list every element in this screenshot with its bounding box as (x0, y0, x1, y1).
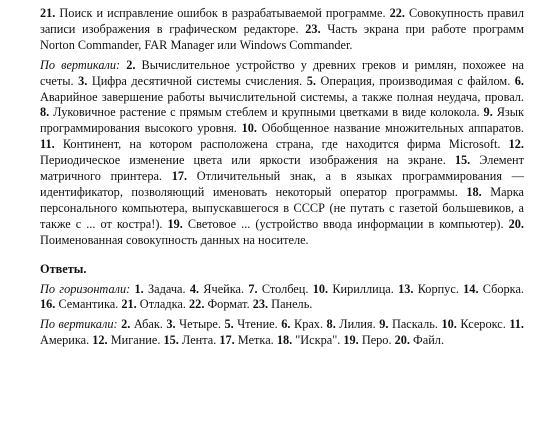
clue-number: 11. (40, 137, 55, 152)
answer-number: 12. (92, 333, 108, 348)
clue-text: Континент, на котором расположена страна, где находится фирма Microsoft. (54, 137, 509, 152)
answer-number: 9. (379, 317, 389, 332)
answer-number: 11. (509, 317, 525, 332)
clues-down-lead: По вертикали: (40, 57, 121, 72)
answer-number: 14. (463, 281, 479, 296)
clue-number: 8. (40, 105, 50, 120)
answer-number: 18. (276, 333, 293, 348)
answer-text: Метка. (234, 333, 277, 348)
answer-number: 16. (40, 297, 56, 312)
answer-text: Четыре. (175, 317, 225, 332)
answer-text: Ячейка. (199, 281, 249, 296)
clue-number: 18. (466, 184, 482, 199)
answer-text: Семантика. (55, 297, 122, 312)
answer-text: Сборка. (478, 281, 525, 296)
clue-number: 3. (78, 73, 88, 88)
answer-number: 23. (252, 297, 269, 312)
answer-text: Чтение. (233, 317, 282, 332)
clue-text: Отличительный знак, а в языках программирования — идентификатор, позволяющий именовать некоторый оператор программы. (40, 169, 524, 199)
clue-text: Вычислительное устройство у древних греков и римлян, похожее на счеты. (40, 57, 524, 88)
answer-text: Задача. (143, 281, 190, 296)
answer-number: 3. (166, 317, 176, 332)
answer-number: 1. (134, 281, 144, 296)
answers-across-lead: По горизонтали: (40, 281, 131, 296)
answer-number: 17. (219, 333, 235, 348)
clue-text: Операция, производимая с файлом. (315, 73, 515, 88)
answer-text: Отладка. (136, 297, 190, 312)
answer-text: Америка. (40, 333, 93, 348)
clue-text: Совокупность правил записи изображения в графическом редакторе. (40, 6, 524, 36)
clue-text: Обобщенное название множительных аппаратов. (256, 121, 524, 136)
answer-number: 21. (121, 297, 137, 312)
clue-text: Световое ... (устройство ввода информации в компьютер). (182, 216, 509, 231)
answer-number: 4. (189, 281, 200, 296)
answers-title: Ответы. (40, 261, 87, 276)
clue-number: 19. (167, 216, 183, 231)
answer-text: Панель. (268, 297, 313, 312)
answers-across (40, 282, 524, 314)
clue-text: Поименованная совокупность данных на носителе. (40, 232, 309, 247)
clue-number: 10. (241, 121, 257, 136)
answer-text: Кириллица. (328, 281, 399, 296)
clue-text: Часть экрана при работе программ Norton Commander, FAR Manager или Windows Commander. (40, 21, 524, 52)
clue-number: 6. (514, 73, 525, 88)
answer-number: 20. (394, 333, 410, 348)
clue-number: 23. (305, 21, 321, 36)
answer-number: 19. (343, 333, 359, 348)
answer-number: 5. (224, 317, 234, 332)
clue-text: Аварийное завершение работы вычислительной системы, а также полная неудача, провал. (40, 89, 524, 104)
answer-number: 10. (312, 281, 329, 296)
clue-number: 15. (454, 153, 471, 168)
answer-text: Лента. (178, 333, 220, 348)
answer-number: 7. (248, 281, 258, 296)
clue-number: 17. (171, 169, 188, 184)
answer-text: "Искра". (292, 333, 344, 348)
answer-number: 8. (326, 317, 336, 332)
answer-text: Крах. (290, 317, 327, 332)
answer-text: Лилия. (335, 317, 380, 332)
answer-text: Файл. (409, 333, 445, 348)
clue-text: Элемент матричного принтера. (40, 153, 524, 184)
answer-text: Ксерокс. (456, 317, 510, 332)
answers-down (40, 317, 524, 349)
clue-text: Луковичное растение с прямым стеблем и крупными цветками в виде колокола. (49, 105, 484, 120)
answer-number: 13. (398, 281, 414, 296)
clues-down (40, 58, 524, 249)
clue-text: Язык программирования высокого уровня. (40, 105, 525, 136)
clue-text: Периодическое изменение цвета или яркости изображения на экране. (40, 153, 455, 168)
answer-text: Перо. (358, 333, 395, 348)
answer-number: 15. (163, 333, 179, 348)
answer-text: Паскаль. (388, 317, 442, 332)
clue-number: 5. (306, 73, 316, 88)
clue-number: 22. (389, 6, 405, 20)
clue-number: 12. (508, 137, 524, 152)
clues-across-tail (40, 6, 524, 54)
clue-number: 9. (483, 105, 493, 120)
answer-text: Столбец. (257, 281, 313, 296)
crossword-page (40, 6, 524, 349)
clue-number: 20. (508, 216, 524, 231)
answer-text: Формат. (204, 297, 253, 312)
answer-text: Корпус. (413, 281, 464, 296)
clue-number: 21. (40, 6, 56, 20)
answer-number: 22. (189, 297, 205, 312)
answers-down-lead: По вертикали: (40, 317, 118, 332)
answer-text: Абак. (130, 317, 167, 332)
clue-number: 2. (126, 57, 136, 72)
clue-text: Поиск и исправление ошибок в разрабатываемой программе. (55, 6, 390, 20)
answer-number: 2. (121, 317, 131, 332)
answer-number: 10. (441, 317, 457, 332)
clue-text: Марка персонального компьютера, выпускавшегося в СССР (не путать с газетой большевиков, а также с ... от костра!). (40, 184, 524, 231)
answer-number: 6. (281, 317, 291, 332)
clue-text: Цифра десятичной системы счисления. (87, 73, 307, 88)
answer-text: Мигание. (107, 333, 164, 348)
